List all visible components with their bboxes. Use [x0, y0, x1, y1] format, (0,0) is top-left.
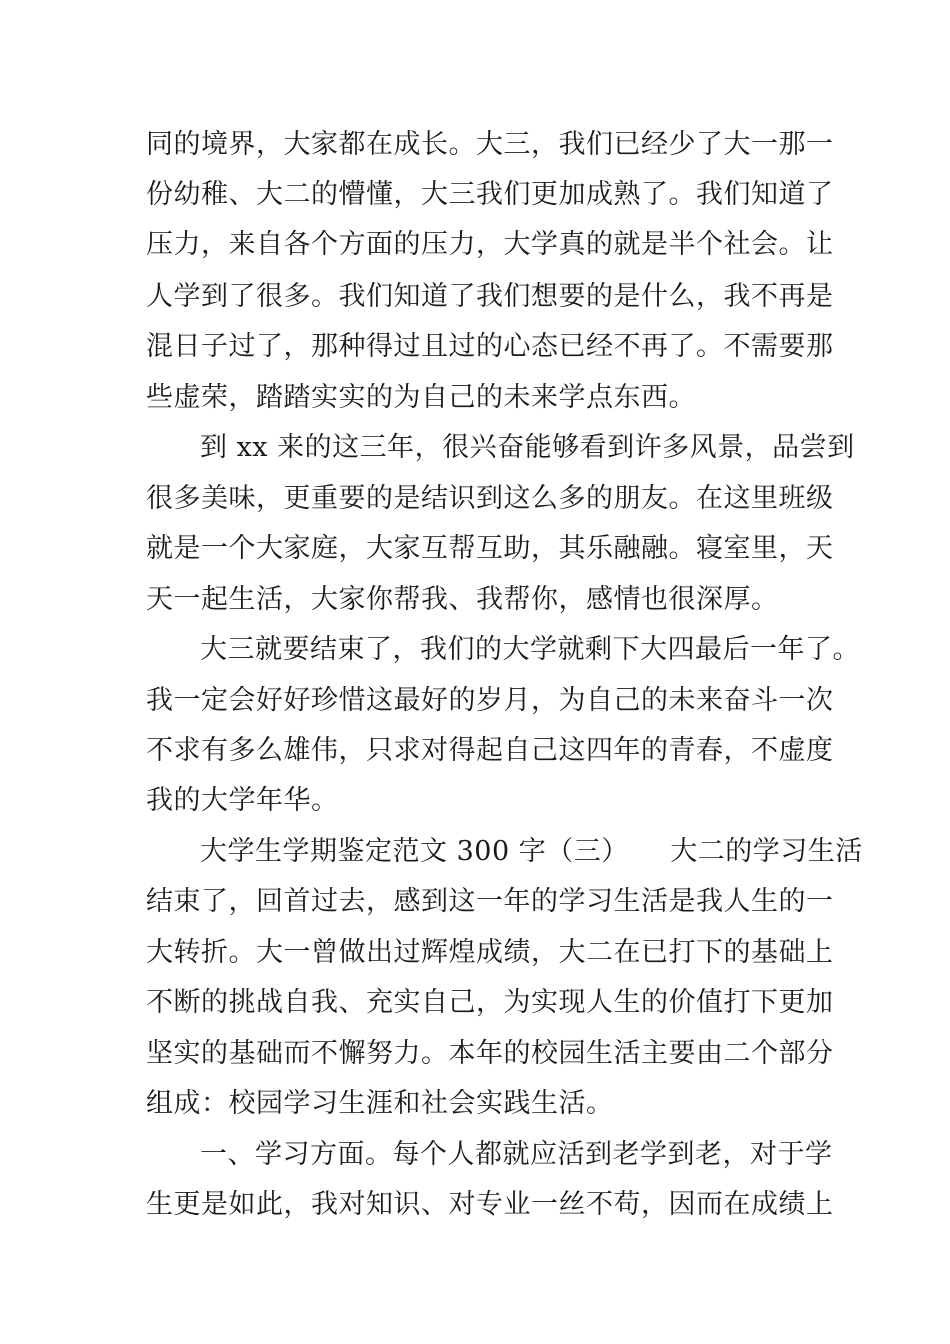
- text-line: 同的境界，大家都在成长。大三，我们已经少了大一那一: [146, 129, 834, 160]
- text-line: 结束了，回首过去，感到这一年的学习生活是我人生的一: [146, 886, 834, 917]
- text-line: 不断的挑战自我、充实自己，为实现人生的价值打下更加: [146, 987, 834, 1018]
- text-line: 混日子过了，那种得过且过的心态已经不再了。不需要那: [146, 331, 834, 362]
- paragraph-first-line: 到 xx 来的这三年，很兴奋能够看到许多风景，品尝到: [200, 432, 855, 463]
- text-line: 很多美味，更重要的是结识到这么多的朋友。在这里班级: [146, 483, 834, 514]
- paragraph-first-line: 一、学习方面。每个人都就应活到老学到老，对于学: [200, 1139, 833, 1170]
- section-heading-line: 大学生学期鉴定范文 300 字（三） 大二的学习生活: [200, 836, 863, 867]
- text-line: 我的大学年华。: [146, 785, 339, 816]
- text-line: 压力，来自各个方面的压力，大学真的就是半个社会。让: [146, 229, 834, 260]
- text-line: 天一起生活，大家你帮我、我帮你，感情也很深厚。: [146, 584, 779, 615]
- text-line: 大转折。大一曾做出过辉煌成绩，大二在已打下的基础上: [146, 937, 834, 968]
- text-line: 人学到了很多。我们知道了我们想要的是什么，我不再是: [146, 281, 834, 312]
- text-line: 些虚荣，踏踏实实的为自己的未来学点东西。: [146, 382, 696, 413]
- text-line: 份幼稚、大二的懵懂，大三我们更加成熟了。我们知道了: [146, 179, 834, 210]
- text-line: 生更是如此，我对知识、对专业一丝不苟，因而在成绩上: [146, 1189, 834, 1220]
- text-line: 坚实的基础而不懈努力。本年的校园生活主要由二个部分: [146, 1038, 834, 1069]
- text-line: 就是一个大家庭，大家互帮互助，其乐融融。寝室里，天: [146, 533, 834, 564]
- text-line: 组成：校园学习生涯和社会实践生活。: [146, 1088, 614, 1119]
- paragraph-first-line: 大三就要结束了，我们的大学就剩下大四最后一年了。: [200, 634, 860, 665]
- text-line: 我一定会好好珍惜这最好的岁月，为自己的未来奋斗一次: [146, 685, 834, 716]
- text-line: 不求有多么雄伟，只求对得起自己这四年的青春，不虚度: [146, 735, 834, 766]
